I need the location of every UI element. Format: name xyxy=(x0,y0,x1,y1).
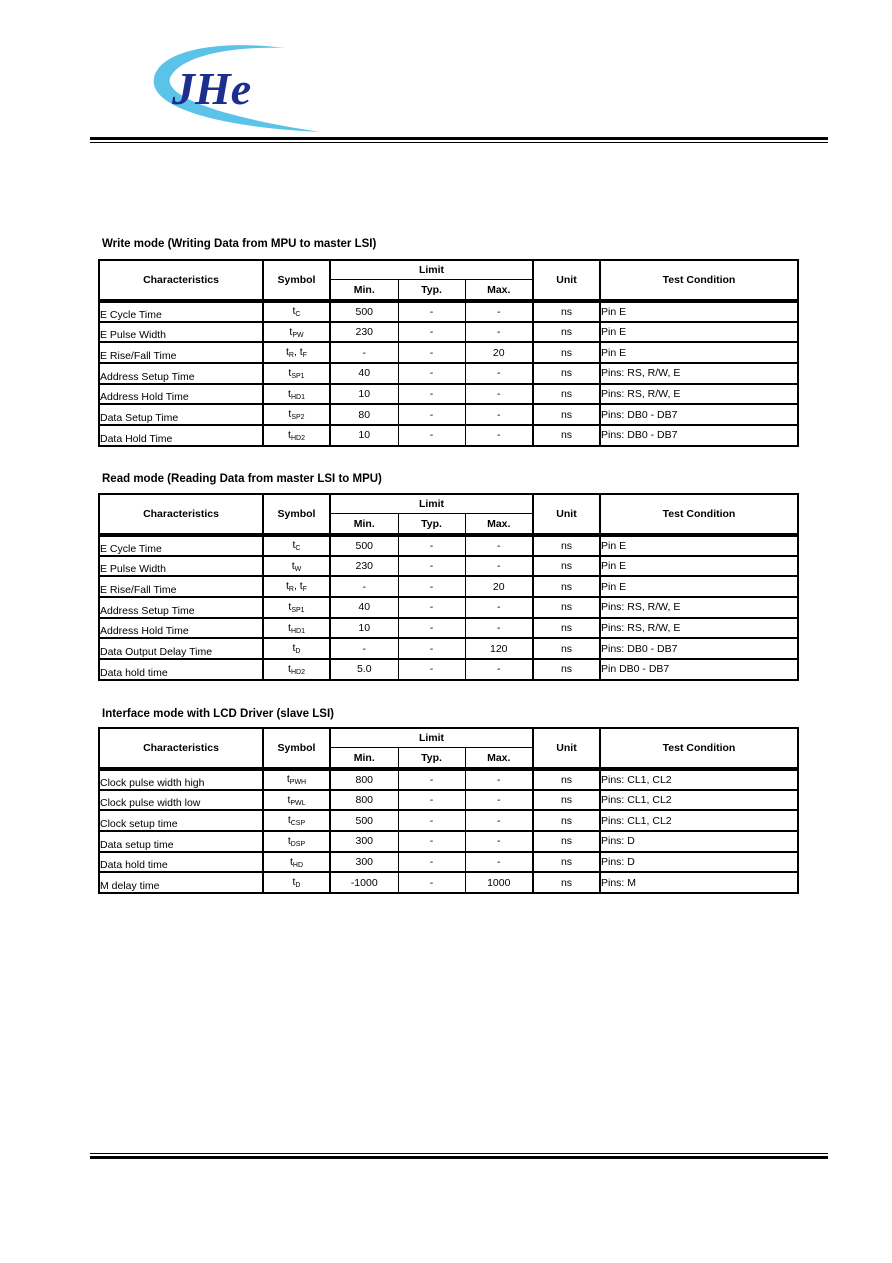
header-rule xyxy=(90,137,828,143)
min-cell: - xyxy=(330,576,398,597)
column-header-max: Max. xyxy=(465,748,533,769)
symbol-base: t xyxy=(288,366,292,379)
column-header-limit: Limit xyxy=(330,728,533,748)
table-row xyxy=(99,384,798,405)
symbol-cell xyxy=(263,576,330,597)
test-condition-cell: Pin DB0 - DB7 xyxy=(600,659,798,680)
min-cell: 500 xyxy=(330,535,398,556)
column-header-min: Min. xyxy=(330,514,398,535)
test-condition-cell: Pins: M xyxy=(600,872,798,893)
typ-cell: - xyxy=(398,597,465,618)
symbol-base: t xyxy=(292,642,296,655)
symbol-base: t xyxy=(288,408,292,421)
read-mode-table xyxy=(98,493,799,681)
symbol-subscript: CSP xyxy=(290,820,306,828)
characteristic-cell: E Pulse Width xyxy=(99,322,263,343)
unit-cell: ns xyxy=(533,618,600,639)
symbol-subscript: PWH xyxy=(289,779,307,787)
table-row xyxy=(99,810,798,831)
column-header-symbol: Symbol xyxy=(263,260,330,301)
column-header-limit: Limit xyxy=(330,260,533,280)
symbol-base: t xyxy=(288,428,291,441)
min-cell: 40 xyxy=(330,363,398,384)
symbol-base: t xyxy=(285,580,289,593)
interface-mode-table xyxy=(98,727,799,894)
symbol-subscript: PWL xyxy=(290,799,306,807)
max-cell: - xyxy=(465,810,533,831)
test-condition-cell: Pins: DB0 - DB7 xyxy=(600,425,798,446)
symbol-subscript: HD2 xyxy=(290,434,305,442)
max-cell: - xyxy=(465,404,533,425)
symbol-cell xyxy=(263,301,330,322)
typ-cell: - xyxy=(398,638,465,659)
max-cell: 20 xyxy=(465,576,533,597)
min-cell: 10 xyxy=(330,618,398,639)
symbol-subscript: C xyxy=(295,311,301,319)
min-cell: - xyxy=(330,342,398,363)
symbol-cell xyxy=(263,659,330,680)
symbol-subscript: R xyxy=(288,586,294,594)
test-condition-cell: Pins: DB0 - DB7 xyxy=(600,404,798,425)
table-row xyxy=(99,342,798,363)
interface-mode-title: Interface mode with LCD Driver (slave LSI) xyxy=(102,708,334,720)
symbol-cell xyxy=(263,322,330,343)
unit-cell: ns xyxy=(533,597,600,618)
symbol-cell xyxy=(263,810,330,831)
min-cell: 40 xyxy=(330,597,398,618)
unit-cell: ns xyxy=(533,659,600,680)
symbol-subscript: HD1 xyxy=(290,393,305,401)
column-header-characteristics: Characteristics xyxy=(99,728,263,769)
typ-cell: - xyxy=(398,342,465,363)
symbol-subscript: F xyxy=(302,586,308,594)
symbol-subscript: C xyxy=(295,545,301,553)
table-row xyxy=(99,618,798,639)
max-cell: - xyxy=(465,618,533,639)
max-cell: - xyxy=(465,535,533,556)
symbol-subscript: HD1 xyxy=(290,627,305,635)
characteristic-cell: Address Setup Time xyxy=(99,597,263,618)
test-condition-cell: Pins: RS, R/W, E xyxy=(600,618,798,639)
symbol-base: t xyxy=(288,662,291,675)
symbol-subscript: R xyxy=(288,352,294,360)
symbol-cell xyxy=(263,790,330,811)
column-header-symbol: Symbol xyxy=(263,728,330,769)
unit-cell: ns xyxy=(533,322,600,343)
symbol-cell xyxy=(263,638,330,659)
symbol-subscript: SP1 xyxy=(291,372,305,380)
symbol-base: t xyxy=(287,834,291,847)
symbol-cell xyxy=(263,384,330,405)
typ-cell: - xyxy=(398,810,465,831)
typ-cell: - xyxy=(398,425,465,446)
column-header-unit: Unit xyxy=(533,728,600,769)
symbol-base: t xyxy=(288,387,291,400)
typ-cell: - xyxy=(398,322,465,343)
write-mode-title: Write mode (Writing Data from MPU to master LSI) xyxy=(102,238,377,250)
company-logo xyxy=(140,40,330,135)
table-row xyxy=(99,425,798,446)
column-header-max: Max. xyxy=(465,514,533,535)
unit-cell: ns xyxy=(533,576,600,597)
unit-cell: ns xyxy=(533,363,600,384)
column-header-test-condition: Test Condition xyxy=(662,742,736,754)
max-cell: - xyxy=(465,425,533,446)
typ-cell: - xyxy=(398,576,465,597)
symbol-cell xyxy=(263,363,330,384)
typ-cell: - xyxy=(398,404,465,425)
symbol-base: t xyxy=(292,305,296,318)
characteristic-cell: Clock pulse width low xyxy=(99,790,263,811)
symbol-subscript: F xyxy=(302,352,308,360)
symbol-extra: , t xyxy=(293,346,303,359)
characteristic-cell: Data Output Delay Time xyxy=(99,638,263,659)
symbol-cell xyxy=(263,769,330,790)
table-row xyxy=(99,363,798,384)
symbol-cell xyxy=(263,342,330,363)
symbol-subscript: SP2 xyxy=(291,414,305,422)
table-row xyxy=(99,404,798,425)
unit-cell: ns xyxy=(533,790,600,811)
max-cell: 20 xyxy=(465,342,533,363)
symbol-cell xyxy=(263,404,330,425)
symbol-subscript: PW xyxy=(292,331,304,339)
table-row xyxy=(99,301,798,322)
symbol-base: t xyxy=(289,855,293,868)
test-condition-cell: Pin E xyxy=(600,576,798,597)
characteristic-cell: E Rise/Fall Time xyxy=(99,576,263,597)
min-cell: 10 xyxy=(330,425,398,446)
read-mode-title: Read mode (Reading Data from master LSI to MPU) xyxy=(102,473,382,485)
characteristic-cell: Data hold time xyxy=(99,852,263,873)
unit-cell: ns xyxy=(533,852,600,873)
symbol-cell xyxy=(263,852,330,873)
symbol-cell xyxy=(263,535,330,556)
column-header-unit: Unit xyxy=(533,494,600,535)
column-header-min: Min. xyxy=(330,280,398,301)
column-header-limit: Limit xyxy=(330,494,533,514)
min-cell: 230 xyxy=(330,556,398,577)
max-cell: 1000 xyxy=(465,872,533,893)
test-condition-cell: Pin E xyxy=(600,301,798,322)
unit-cell: ns xyxy=(533,404,600,425)
min-cell: 5.0 xyxy=(330,659,398,680)
max-cell: - xyxy=(465,597,533,618)
table-row xyxy=(99,872,798,893)
test-condition-cell: Pin E xyxy=(600,556,798,577)
min-cell: -1000 xyxy=(330,872,398,893)
min-cell: 800 xyxy=(330,769,398,790)
characteristic-cell: Data hold time xyxy=(99,659,263,680)
max-cell: - xyxy=(465,769,533,790)
unit-cell: ns xyxy=(533,638,600,659)
symbol-base: t xyxy=(288,621,291,634)
max-cell: - xyxy=(465,301,533,322)
max-cell: - xyxy=(465,852,533,873)
typ-cell: - xyxy=(398,872,465,893)
write-mode-table xyxy=(98,259,799,447)
typ-cell: - xyxy=(398,659,465,680)
min-cell: 80 xyxy=(330,404,398,425)
logo-letters: JHe xyxy=(172,63,252,114)
symbol-base: t xyxy=(292,876,296,889)
min-cell: 500 xyxy=(330,810,398,831)
symbol-base: t xyxy=(291,559,295,572)
unit-cell: ns xyxy=(533,384,600,405)
max-cell: - xyxy=(465,556,533,577)
test-condition-cell: Pins: CL1, CL2 xyxy=(600,790,798,811)
characteristic-cell: Address Hold Time xyxy=(99,384,263,405)
characteristic-cell: Data setup time xyxy=(99,831,263,852)
test-condition-cell: Pins: DB0 - DB7 xyxy=(600,638,798,659)
test-condition-cell: Pins: CL1, CL2 xyxy=(600,769,798,790)
table-row xyxy=(99,576,798,597)
table-row xyxy=(99,790,798,811)
symbol-subscript: HD xyxy=(292,861,304,869)
unit-cell: ns xyxy=(533,301,600,322)
typ-cell: - xyxy=(398,769,465,790)
typ-cell: - xyxy=(398,831,465,852)
unit-cell: ns xyxy=(533,810,600,831)
max-cell: - xyxy=(465,831,533,852)
typ-cell: - xyxy=(398,852,465,873)
characteristic-cell: Address Hold Time xyxy=(99,618,263,639)
min-cell: 800 xyxy=(330,790,398,811)
test-condition-cell: Pins: CL1, CL2 xyxy=(600,810,798,831)
symbol-cell xyxy=(263,597,330,618)
test-condition-cell: Pin E xyxy=(600,342,798,363)
unit-cell: ns xyxy=(533,535,600,556)
min-cell: 300 xyxy=(330,852,398,873)
max-cell: - xyxy=(465,384,533,405)
characteristic-cell: E Rise/Fall Time xyxy=(99,342,263,363)
symbol-base: t xyxy=(289,325,293,338)
symbol-cell xyxy=(263,556,330,577)
test-condition-cell: Pins: RS, R/W, E xyxy=(600,384,798,405)
symbol-extra: , t xyxy=(293,580,303,593)
column-header-characteristics: Characteristics xyxy=(99,260,263,301)
symbol-subscript: DSP xyxy=(290,840,306,848)
column-header-typ: Typ. xyxy=(398,514,465,535)
characteristic-cell: E Pulse Width xyxy=(99,556,263,577)
symbol-base: t xyxy=(285,346,289,359)
table-row xyxy=(99,659,798,680)
min-cell: 230 xyxy=(330,322,398,343)
unit-cell: ns xyxy=(533,556,600,577)
unit-cell: ns xyxy=(533,769,600,790)
column-header-typ: Typ. xyxy=(398,748,465,769)
unit-cell: ns xyxy=(533,342,600,363)
max-cell: - xyxy=(465,659,533,680)
symbol-subscript: W xyxy=(294,565,302,573)
column-header-symbol: Symbol xyxy=(263,494,330,535)
symbol-base: t xyxy=(287,814,291,827)
symbol-cell xyxy=(263,425,330,446)
typ-cell: - xyxy=(398,363,465,384)
symbol-base: t xyxy=(287,793,291,806)
test-condition-cell: Pins: RS, R/W, E xyxy=(600,597,798,618)
table-row xyxy=(99,322,798,343)
symbol-subscript: HD2 xyxy=(290,668,305,676)
typ-cell: - xyxy=(398,301,465,322)
column-header-unit: Unit xyxy=(533,260,600,301)
table-row xyxy=(99,852,798,873)
table-row xyxy=(99,535,798,556)
characteristic-cell: E Cycle Time xyxy=(99,301,263,322)
characteristic-cell: Clock pulse width high xyxy=(99,769,263,790)
unit-cell: ns xyxy=(533,872,600,893)
symbol-base: t xyxy=(292,539,296,552)
column-header-typ: Typ. xyxy=(398,280,465,301)
column-header-max: Max. xyxy=(465,280,533,301)
unit-cell: ns xyxy=(533,831,600,852)
test-condition-cell: Pin E xyxy=(600,535,798,556)
typ-cell: - xyxy=(398,556,465,577)
typ-cell: - xyxy=(398,384,465,405)
test-condition-cell: Pin E xyxy=(600,322,798,343)
symbol-base: t xyxy=(286,773,290,786)
min-cell: 500 xyxy=(330,301,398,322)
typ-cell: - xyxy=(398,535,465,556)
characteristic-cell: Address Setup Time xyxy=(99,363,263,384)
test-condition-cell: Pins: D xyxy=(600,831,798,852)
table-row xyxy=(99,556,798,577)
column-header-characteristics: Characteristics xyxy=(99,494,263,535)
column-header-test-condition: Test Condition xyxy=(662,274,736,286)
symbol-base: t xyxy=(288,600,292,613)
characteristic-cell: E Cycle Time xyxy=(99,535,263,556)
min-cell: - xyxy=(330,638,398,659)
symbol-cell xyxy=(263,618,330,639)
max-cell: - xyxy=(465,322,533,343)
test-condition-cell: Pins: RS, R/W, E xyxy=(600,363,798,384)
min-cell: 300 xyxy=(330,831,398,852)
characteristic-cell: M delay time xyxy=(99,872,263,893)
test-condition-cell: Pins: D xyxy=(600,852,798,873)
symbol-cell xyxy=(263,872,330,893)
unit-cell: ns xyxy=(533,425,600,446)
max-cell: 120 xyxy=(465,638,533,659)
symbol-subscript: D xyxy=(295,648,301,656)
footer-rule xyxy=(90,1153,828,1159)
table-row xyxy=(99,638,798,659)
symbol-subscript: SP1 xyxy=(291,606,305,614)
min-cell: 10 xyxy=(330,384,398,405)
max-cell: - xyxy=(465,790,533,811)
typ-cell: - xyxy=(398,618,465,639)
characteristic-cell: Data Hold Time xyxy=(99,425,263,446)
max-cell: - xyxy=(465,363,533,384)
table-row xyxy=(99,769,798,790)
table-row xyxy=(99,597,798,618)
symbol-cell xyxy=(263,831,330,852)
column-header-min: Min. xyxy=(330,748,398,769)
symbol-subscript: D xyxy=(295,882,301,890)
typ-cell: - xyxy=(398,790,465,811)
characteristic-cell: Clock setup time xyxy=(99,810,263,831)
characteristic-cell: Data Setup Time xyxy=(99,404,263,425)
table-row xyxy=(99,831,798,852)
column-header-test-condition: Test Condition xyxy=(662,508,736,520)
